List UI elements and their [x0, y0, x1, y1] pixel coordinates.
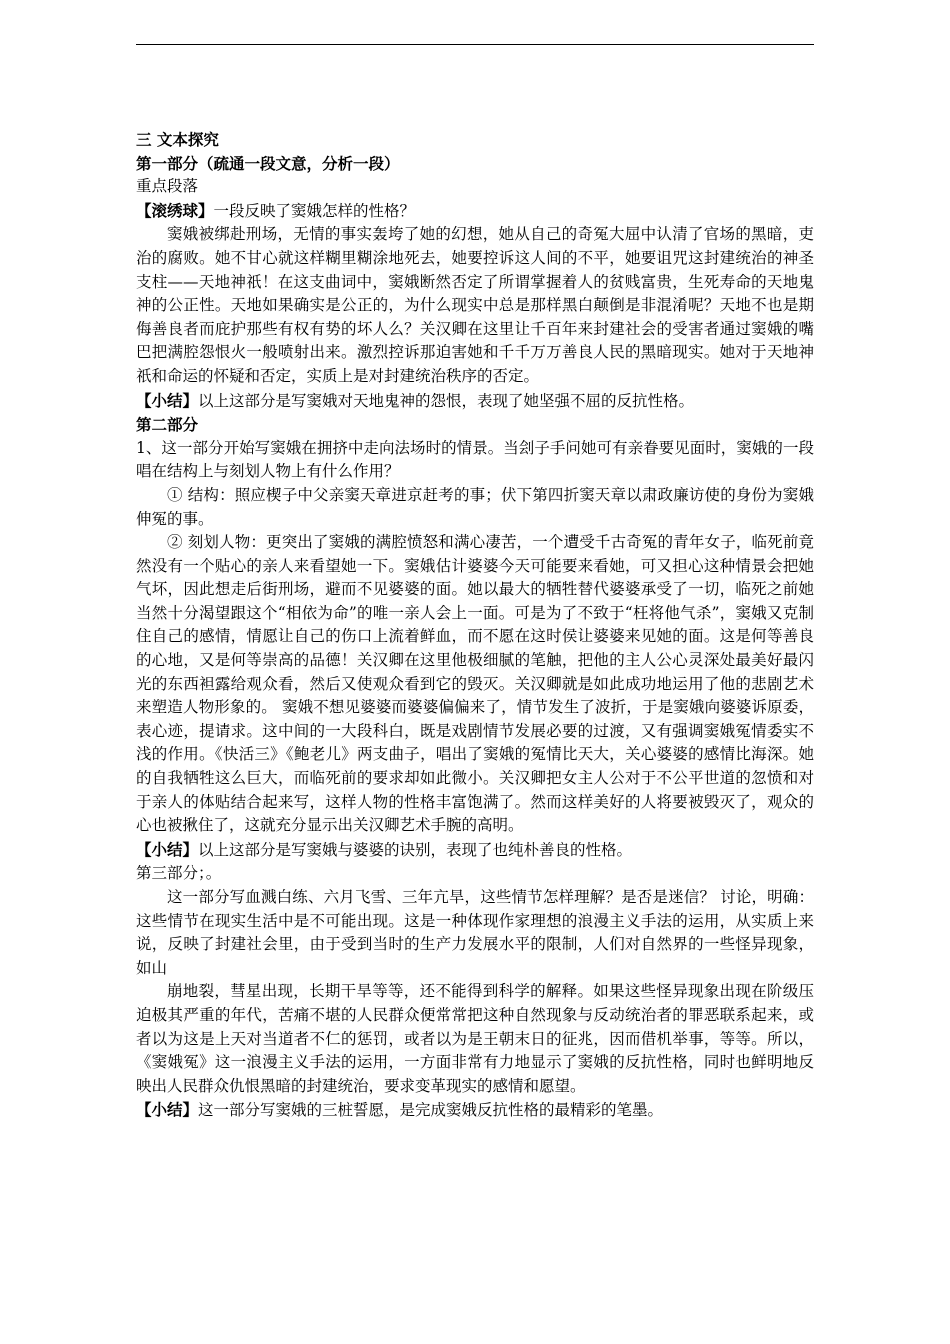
part2-question: 1、这一部分开始写窦娥在拥挤中走向法场时的情景。当刽子手问她可有亲眷要见面时，窦娥的一段唱在结构上与刻划人物上有什么作用？ — [136, 438, 814, 481]
part3-summary — [136, 1098, 814, 1123]
section-heading: 三 文本探究 — [136, 130, 219, 149]
part2-summary — [136, 838, 814, 863]
summary-text: 以上这部分是写窦娥与婆婆的诀别，表现了也纯朴善良的性格。 — [198, 840, 633, 859]
document-body — [136, 128, 814, 1123]
summary-tag: 【小结】 — [136, 1100, 199, 1120]
question-tag: 【滚绣球】 — [136, 200, 214, 220]
summary-tag: 【小结】 — [136, 839, 199, 859]
part2-point-structure: ① 结构：照应楔子中父亲窦天章进京赶考的事；伏下第四折窦天章以肃政廉访使的身份为窦娥伸冤的事。 — [136, 485, 814, 528]
part1-summary — [136, 389, 814, 414]
part1-heading: 第一部分（疏通一段文意，分析一段） — [136, 153, 400, 173]
part1-subheading: 重点段落 — [136, 177, 199, 196]
part3-paragraph-1: 这一部分写血溅白练、六月飞雪、三年亢旱，这些情节怎样理解？是否是迷信？ 讨论，明确：这些情节在现实生活中是不可能出现。这是一种体现作家理想的浪漫主义手法的运用，从实质上来说，反映了封建社会里，由于受到当时的生产力发展水平的限制，人们对自然界的一些怪异现象， 如山 — [136, 888, 814, 977]
part2-heading: 第二部分 — [136, 415, 199, 435]
part1-question — [136, 199, 814, 224]
summary-text: 这一部分写窦娥的三桩誓愿，是完成窦娥反抗性格的最精彩的笔墨。 — [198, 1101, 664, 1120]
header-rule — [136, 44, 814, 45]
summary-text: 以上这部分是写窦娥对天地鬼神的怨恨，表现了她坚强不屈的反抗性格。 — [198, 391, 695, 410]
part1-paragraph: 窦娥被绑赴刑场，无情的事实轰垮了她的幻想，她从自己的奇冤大屈中认清了官场的黑暗，吏治的腐败。她不甘心就这样糊里糊涂地死去，她要控诉这人间的不平，她要诅咒这封建统治的神圣支柱——天地神祇！在这支曲词中，窦娥断然否定了所谓掌握着人的贫贱富贵，生死寿命的天地鬼神的公正性。天地如果确实是公正的，为什么现实中总是那样黑白颠倒是非混淆呢？天地不也是期侮善良者而庇护那些有权有势的坏人么？关汉卿在这里让千百年来封建社会的受害者通过窦娥的嘴巴把满腔怨恨火一般喷射出来。激烈控诉那迫害她和千千万万善良人民的黑暗现实。她对于天地神祇和命运的怀疑和否定，实质上是对封建统治秩序的否定。 — [136, 225, 814, 385]
question-text: 一段反映了窦娥怎样的性格？ — [213, 201, 416, 220]
part3-heading: 第三部分；。 — [136, 864, 222, 883]
summary-tag: 【小结】 — [136, 390, 199, 410]
part3-paragraph-2: 崩地裂，彗星出现，长期干旱等等，还不能得到科学的解释。如果这些怪异现象出现在阶级压迫极其严重的年代，苦痛不堪的人民群众便常常把这种自然现象与反动统治者的罪恶联系起来，或者以为这是上天对当道者不仁的惩罚，或者以为是王朝末日的征兆，因而借机举事，等等。所以，《窦娥冤》这一浪漫主义手法的运用，一方面非常有力地显示了窦娥的反抗性格，同时也鲜明地反映出人民群众仇恨黑暗的封建统治，要求变革现实的感情和愿望。 — [136, 982, 814, 1095]
part2-point-character: ② 刻划人物：更突出了窦娥的满腔愤怒和满心凄苦，一个遭受千古奇冤的青年女子，临死前竟然没有一个贴心的亲人来看望她一下。窦娥估计婆婆今天可能要来看她，可又担心这种情景会把她气坏，因此想走后街刑场，避而不见婆婆的面。她以最大的牺牲替代婆婆承受了一切，临死之前她当然十分渴望跟这个“相依为命”的唯一亲人会上一面。可是为了不致于“枉将他气杀”，窦娥又克制住自己的感情，情愿让自己的伤口上流着鲜血，而不愿在这时侯让婆婆来见她的面。这是何等善良的心地，又是何等崇高的品德！关汉卿在这里他极细腻的笔触，把他的主人公心灵深处最美好最闪光的东西袒露给观众看，然后又使观众看到它的毁灭。关汉卿就是如此成功地运用了他的悲剧艺术来塑造人物形象的。 窦娥不想见婆婆而婆婆偏偏来了，情节发生了波折，于是窦娥向婆婆诉原委，表心迹，提请求。这中间的一大段科白，既是戏剧情节发展必要的过渡，又有强调窦娥冤情委实不浅的作用。《快活三》《鲍老儿》两支曲子，唱出了窦娥的冤情比天大，关心婆婆的感情比海深。她的自我牺牲这么巨大，而临死前的要求却如此微小。关汉卿把女主人公对于不公平世道的忽愤和对于亲人的体贴结合起来写，这样人物的性格丰富饱满了。然而这样美好的人将要被毁灭了，观众的心也被揪住了，这就充分显示出关汉卿艺术手腕的高明。 — [136, 533, 814, 835]
